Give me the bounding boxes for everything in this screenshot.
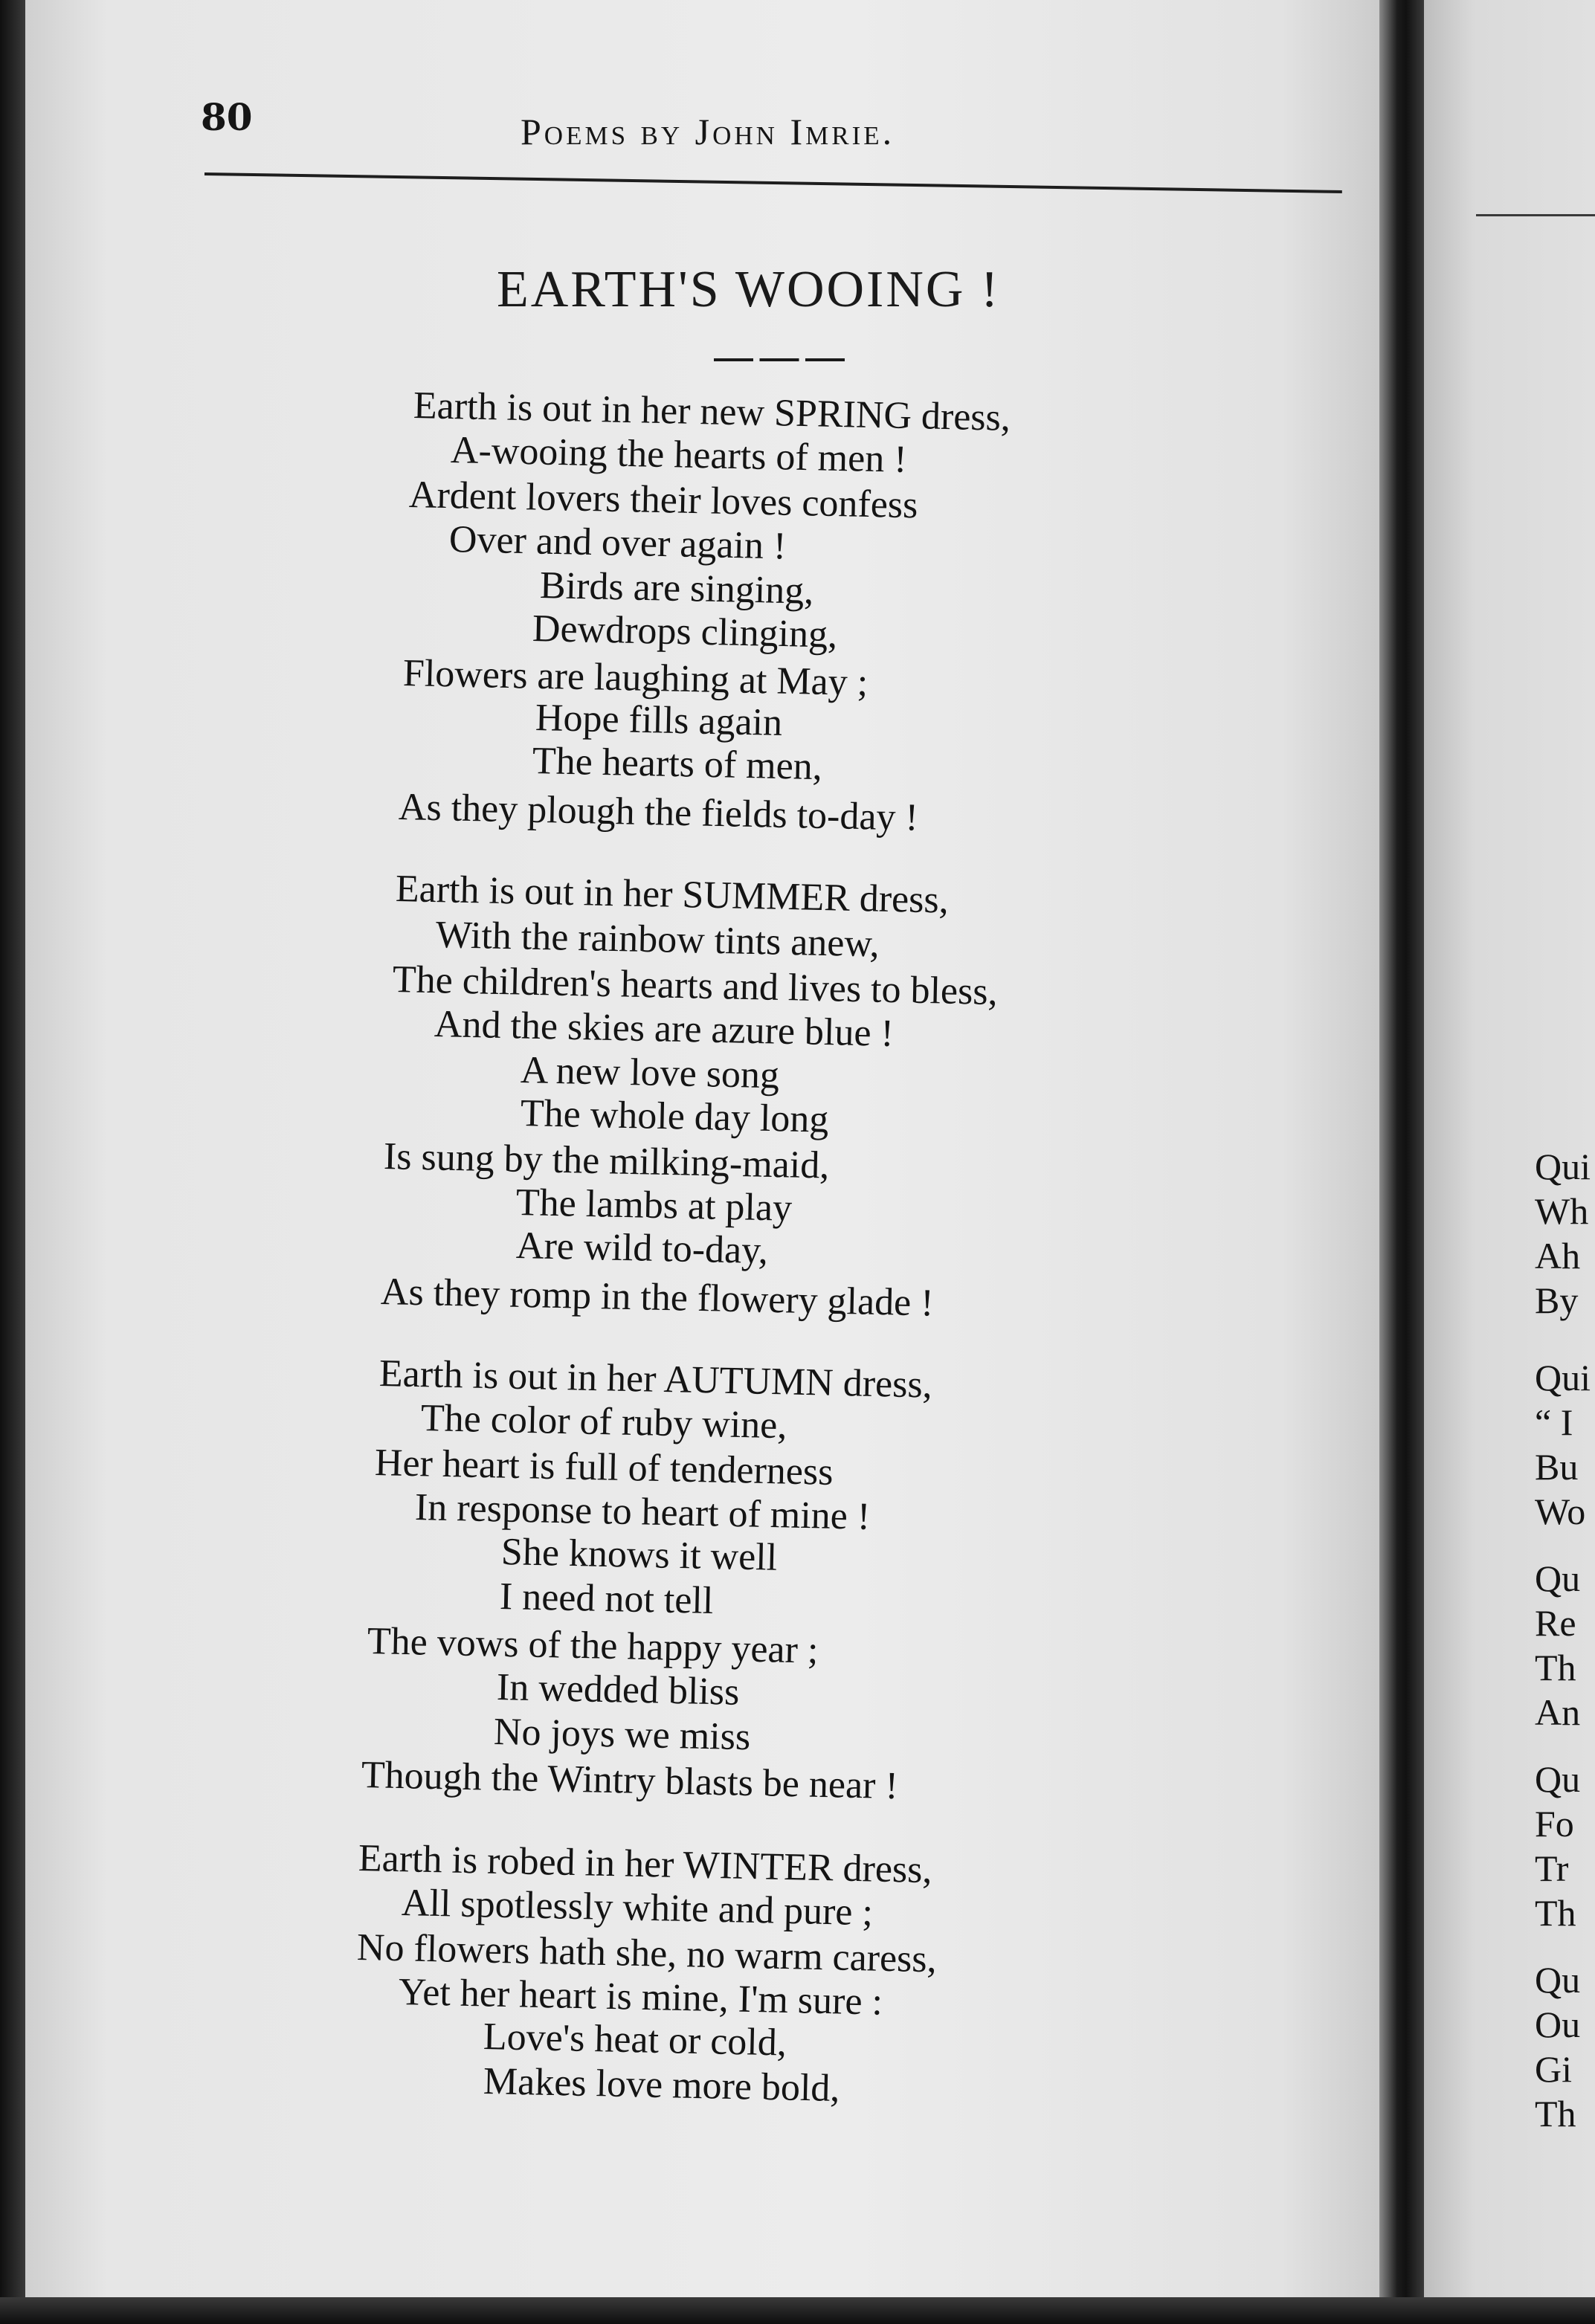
facing-page-fragment: Tr [1535, 1847, 1569, 1889]
facing-page-fragment: “ I [1535, 1401, 1573, 1443]
poem-line: Earth is out in her SUMMER dress, [395, 868, 950, 922]
facing-page-fragment: Qu [1535, 1558, 1581, 1599]
facing-page-fragment: Wo [1535, 1491, 1586, 1532]
facing-page-fragment: Th [1535, 2093, 1576, 2134]
facing-page-fragment: Qui [1535, 1357, 1591, 1398]
poem-line: Hope fills again [535, 697, 783, 744]
page-number: 80 [201, 95, 253, 139]
poem-line: She knows it well [500, 1531, 778, 1579]
facing-page-fragment: Ah [1535, 1235, 1581, 1276]
poem-line: Makes love more bold, [483, 2060, 840, 2111]
poem-line: Dewdrops clinging, [532, 607, 838, 656]
poem-line: No joys we miss [493, 1711, 751, 1759]
poem-line: Are wild to-day, [515, 1224, 769, 1273]
facing-page-head-rule [1476, 214, 1595, 216]
poem-line: The whole day long [520, 1092, 829, 1141]
poem-line: The children's hearts and lives to bless, [392, 958, 999, 1014]
poem-line: In wedded bliss [496, 1666, 740, 1714]
facing-page-fragment: Qui [1535, 1146, 1591, 1187]
book-gutter [1379, 0, 1424, 2324]
poem-line: And the skies are azure blue ! [434, 1003, 895, 1055]
left-scan-edge [0, 0, 25, 2324]
poem-line: No flowers hath she, no warm caress, [356, 1926, 938, 1981]
poem-line: All spotlessly white and pure ; [401, 1882, 874, 1934]
poem-line: Her heart is full of tenderness [374, 1442, 834, 1494]
running-head: Poems by John Imrie. [521, 111, 895, 152]
poem-line: Birds are singing, [539, 564, 814, 613]
facing-page-fragment: By [1535, 1279, 1579, 1321]
poem-line: A-wooing the hearts of men ! [450, 429, 908, 481]
poem-line: Flowers are laughing at May ; [402, 652, 869, 705]
poem-title: EARTH'S WOOING ! [497, 261, 1001, 318]
facing-page-fragment: Bu [1535, 1446, 1579, 1488]
title-dash-ornament [714, 358, 845, 361]
facing-page-fragment: Wh [1535, 1190, 1589, 1232]
poem-line: As they romp in the flowery glade ! [380, 1271, 935, 1325]
facing-page-fragment: Qu [1535, 1959, 1581, 2001]
poem-line: In response to heart of mine ! [414, 1486, 871, 1538]
bottom-scan-edge [0, 2297, 1595, 2324]
poem-line: Earth is out in her AUTUMN dress, [378, 1352, 933, 1407]
facing-page-fragment: An [1535, 1691, 1581, 1733]
facing-page-fragment: Re [1535, 1602, 1576, 1644]
poem-line: Love's heat or cold, [483, 2015, 787, 2065]
poem-line: Yet her heart is mine, I'm sure : [398, 1971, 883, 2024]
facing-page-fragment: Gi [1535, 2048, 1572, 2090]
poem-line: Ardent lovers their loves confess [408, 474, 918, 527]
facing-page-fragment: Th [1535, 1892, 1576, 1934]
poem-line: Earth is robed in her WINTER dress, [358, 1837, 933, 1892]
poem-line: The color of ruby wine, [420, 1397, 787, 1447]
poem-line: I need not tell [499, 1575, 714, 1623]
facing-page-fragment: Ou [1535, 2004, 1581, 2045]
poem-line: The hearts of men, [532, 740, 823, 789]
facing-page-fragment: Fo [1535, 1803, 1574, 1844]
poem-line: Is sung by the milking-maid, [383, 1135, 830, 1187]
poem-line: The lambs at play [515, 1181, 793, 1230]
poem-line: As they plough the fields to-day ! [398, 786, 919, 839]
poem-line: A new love song [520, 1049, 780, 1097]
poem-line: Earth is out in her new SPRING dress, [413, 384, 1011, 439]
facing-page-fragment: Th [1535, 1647, 1576, 1688]
poem-line: With the rainbow tints anew, [435, 914, 880, 966]
poem-line: Over and over again ! [448, 518, 787, 568]
poem-line: Though the Wintry blasts be near ! [361, 1754, 899, 1808]
facing-page-fragment: Qu [1535, 1758, 1581, 1800]
poem-line: The vows of the happy year ; [367, 1620, 819, 1672]
